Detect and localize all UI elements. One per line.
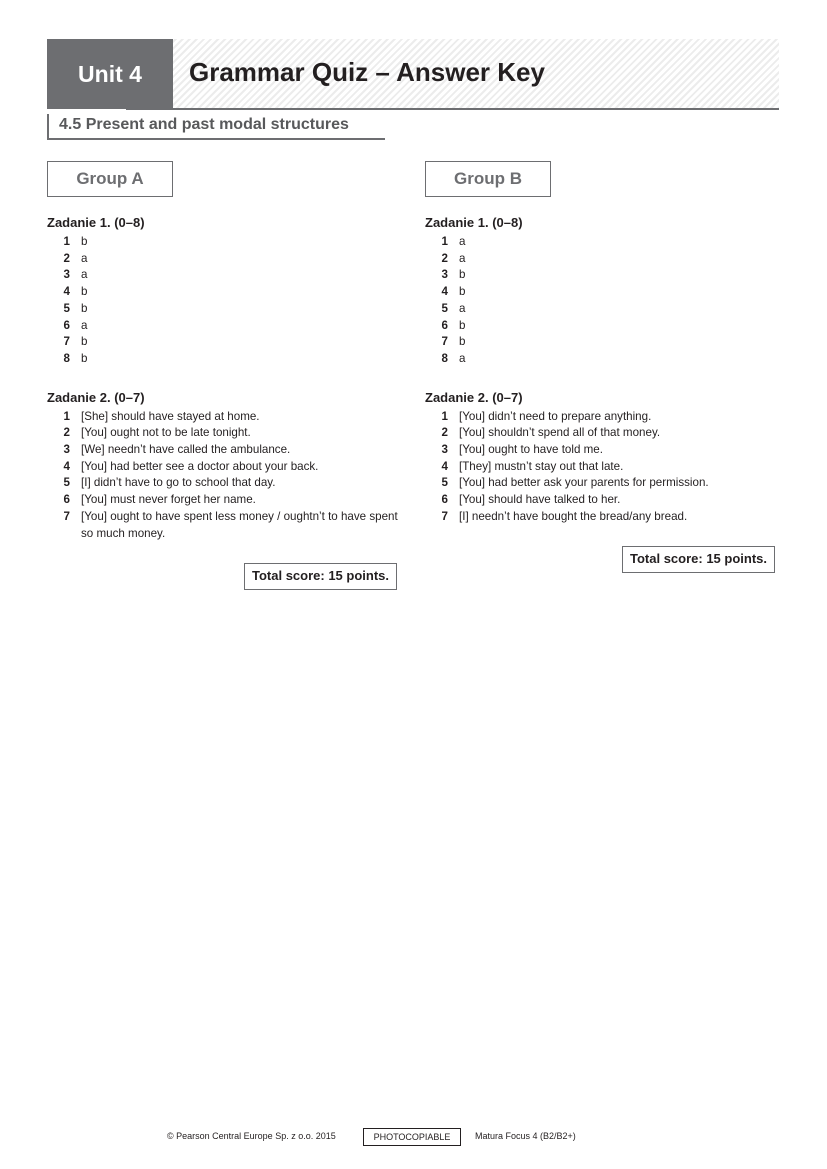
answer-text: b xyxy=(459,335,466,349)
answer-text: [She] should have stayed at home. xyxy=(81,409,260,423)
item-number: 6 xyxy=(441,318,448,332)
item-number: 1 xyxy=(441,409,448,423)
list-item xyxy=(47,334,407,351)
list-item xyxy=(425,475,785,492)
answer-text: a xyxy=(459,251,466,265)
list-item xyxy=(425,334,785,351)
list-item xyxy=(47,301,407,318)
answer-text: [You] must never forget her name. xyxy=(81,493,256,507)
list-item xyxy=(47,509,407,542)
list-item xyxy=(425,251,785,268)
answer-text: [I] didn’t have to go to school that day. xyxy=(81,476,276,490)
list-item xyxy=(47,318,407,335)
answer-text: [You] ought not to be late tonight. xyxy=(81,426,251,440)
group-b-total-score: Total score: 15 points. xyxy=(622,546,775,573)
list-item xyxy=(425,459,785,476)
answer-text: b xyxy=(81,301,88,315)
item-number: 3 xyxy=(441,443,448,457)
item-number: 5 xyxy=(441,476,448,490)
item-number: 6 xyxy=(63,318,70,332)
answer-text: [You] ought to have told me. xyxy=(459,443,603,457)
header-rule xyxy=(126,108,779,110)
item-number: 4 xyxy=(441,285,448,299)
answer-text: a xyxy=(459,301,466,315)
item-number: 8 xyxy=(63,351,70,365)
answer-text: [You] ought to have spent less money / oughtn’t to have spent so much money. xyxy=(81,509,398,540)
item-number: 2 xyxy=(441,426,448,440)
item-number: 6 xyxy=(441,493,448,507)
item-number: 5 xyxy=(63,301,70,315)
list-item xyxy=(47,284,407,301)
list-item xyxy=(425,284,785,301)
task2-answer-list xyxy=(47,409,407,543)
item-number: 7 xyxy=(441,509,448,523)
list-item xyxy=(47,475,407,492)
item-number: 5 xyxy=(441,301,448,315)
answer-text: [You] should have talked to her. xyxy=(459,493,621,507)
book-title: Matura Focus 4 (B2/B2+) xyxy=(475,1131,576,1141)
item-number: 5 xyxy=(63,476,70,490)
list-item xyxy=(47,459,407,476)
list-item xyxy=(47,409,407,426)
section-subtitle: 4.5 Present and past modal structures xyxy=(47,114,385,140)
task2-heading: Zadanie 2. (0–7) xyxy=(425,389,523,405)
answer-text: a xyxy=(459,351,466,365)
answer-text: [You] shouldn’t spend all of that money. xyxy=(459,426,661,440)
answer-text: [You] had better ask your parents for permission. xyxy=(459,476,709,490)
item-number: 1 xyxy=(63,409,70,423)
group-a-column xyxy=(47,213,407,542)
page-header xyxy=(47,39,779,109)
answer-text: a xyxy=(81,318,88,332)
list-item xyxy=(47,425,407,442)
group-b-column xyxy=(425,213,785,526)
task1-answer-list xyxy=(425,234,785,368)
answer-text: a xyxy=(459,235,466,248)
list-item xyxy=(425,301,785,318)
list-item xyxy=(425,509,785,526)
task2-answer-list xyxy=(425,409,785,526)
item-number: 7 xyxy=(63,509,70,523)
answer-text: [You] didn’t need to prepare anything. xyxy=(459,409,652,423)
answer-text: [You] had better see a doctor about your back. xyxy=(81,459,319,473)
item-number: 2 xyxy=(441,251,448,265)
answer-text: b xyxy=(81,351,88,365)
answer-text: b xyxy=(459,268,466,282)
list-item xyxy=(425,442,785,459)
group-a-label: Group A xyxy=(47,161,173,197)
item-number: 2 xyxy=(63,426,70,440)
list-item xyxy=(47,492,407,509)
item-number: 6 xyxy=(63,493,70,507)
photocopiable-badge: PHOTOCOPIABLE xyxy=(363,1128,461,1146)
answer-text: [They] mustn’t stay out that late. xyxy=(459,459,624,473)
answer-text: b xyxy=(81,235,88,248)
answer-text: [I] needn’t have bought the bread/any bread. xyxy=(459,509,688,523)
copyright-text: © Pearson Central Europe Sp. z o.o. 2015 xyxy=(167,1131,336,1141)
page-footer xyxy=(0,1128,827,1146)
list-item xyxy=(47,251,407,268)
task1-heading: Zadanie 1. (0–8) xyxy=(425,215,523,230)
item-number: 7 xyxy=(441,335,448,349)
item-number: 4 xyxy=(441,459,448,473)
answer-text: b xyxy=(81,285,88,299)
answer-text: b xyxy=(81,335,88,349)
list-item xyxy=(425,234,785,251)
item-number: 7 xyxy=(63,335,70,349)
list-item xyxy=(47,351,407,368)
group-a-total-score: Total score: 15 points. xyxy=(244,563,397,590)
task2-heading: Zadanie 2. (0–7) xyxy=(47,389,145,405)
task1-heading: Zadanie 1. (0–8) xyxy=(47,215,145,230)
answer-text: [We] needn’t have called the ambulance. xyxy=(81,443,291,457)
task1-answer-list xyxy=(47,234,407,368)
page-title: Grammar Quiz – Answer Key xyxy=(189,57,545,87)
list-item xyxy=(425,267,785,284)
item-number: 3 xyxy=(441,268,448,282)
list-item xyxy=(425,409,785,426)
item-number: 1 xyxy=(63,235,70,248)
item-number: 3 xyxy=(63,268,70,282)
item-number: 3 xyxy=(63,443,70,457)
list-item xyxy=(425,492,785,509)
item-number: 4 xyxy=(63,459,70,473)
answer-text: b xyxy=(459,318,466,332)
answer-text: a xyxy=(81,251,88,265)
list-item xyxy=(425,351,785,368)
item-number: 2 xyxy=(63,251,70,265)
list-item xyxy=(425,318,785,335)
item-number: 4 xyxy=(63,285,70,299)
item-number: 1 xyxy=(441,235,448,248)
list-item xyxy=(425,425,785,442)
answer-text: b xyxy=(459,285,466,299)
list-item xyxy=(47,234,407,251)
list-item xyxy=(47,442,407,459)
answer-text: a xyxy=(81,268,88,282)
group-b-label: Group B xyxy=(425,161,551,197)
list-item xyxy=(47,267,407,284)
unit-label: Unit 4 xyxy=(47,39,173,109)
item-number: 8 xyxy=(441,351,448,365)
